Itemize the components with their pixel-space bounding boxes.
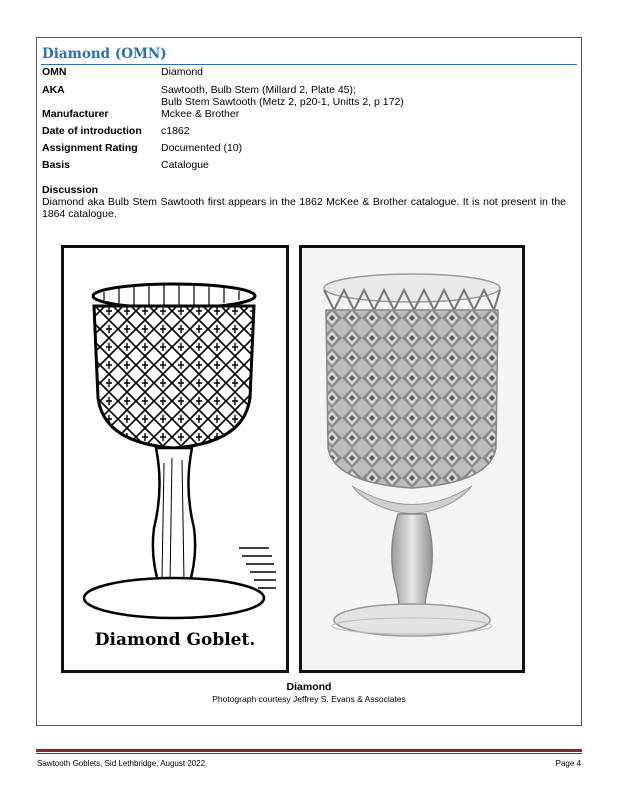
- field-value: c1862: [161, 125, 190, 137]
- field-label: AKA: [42, 84, 65, 96]
- field-value: Diamond: [161, 66, 204, 78]
- field-value: Catalogue: [161, 159, 209, 171]
- page-frame: [36, 37, 582, 726]
- heading-rule: [41, 64, 577, 65]
- discussion-text: Diamond aka Bulb Stem Sawtooth first appears in the 1862 McKee & Brother catalogue. It is not present in the 1864 catalogue.: [42, 196, 566, 220]
- field-value: Documented (10): [161, 142, 243, 154]
- field-value: Sawtooth, Bulb Stem (Millard 2, Plate 45);: [161, 84, 356, 96]
- footer-rule-thin: [36, 753, 582, 754]
- field-label: Basis: [42, 159, 71, 171]
- field-label: Date of introduction: [42, 125, 142, 137]
- goblet-photo-image: [302, 248, 522, 670]
- figure-caption-credit: Photograph courtesy Jeffrey S. Evans & Associates: [212, 694, 406, 704]
- field-label: Assignment Rating: [42, 142, 138, 154]
- field-value: Mckee & Brother: [161, 108, 240, 120]
- footer-rule: [36, 749, 582, 752]
- footer-document-title: Sawtooth Goblets, Sid Lethbridge, August 2022: [37, 759, 206, 768]
- page-heading: Diamond (OMN): [42, 46, 167, 62]
- figure-caption-title: Diamond: [286, 681, 332, 693]
- illustration-caption: Diamond Goblet.: [94, 630, 256, 650]
- catalogue-illustration: [61, 245, 289, 673]
- field-label: OMN: [42, 66, 67, 78]
- footer-page-number: Page 4: [555, 759, 581, 768]
- discussion-title: Discussion: [42, 184, 99, 196]
- goblet-photograph: [299, 245, 525, 673]
- field-label: Manufacturer: [42, 108, 109, 120]
- field-value: Bulb Stem Sawtooth (Metz 2, p20-1, Unitts 2, p 172): [161, 96, 404, 108]
- goblet-woodcut-image: [64, 248, 286, 670]
